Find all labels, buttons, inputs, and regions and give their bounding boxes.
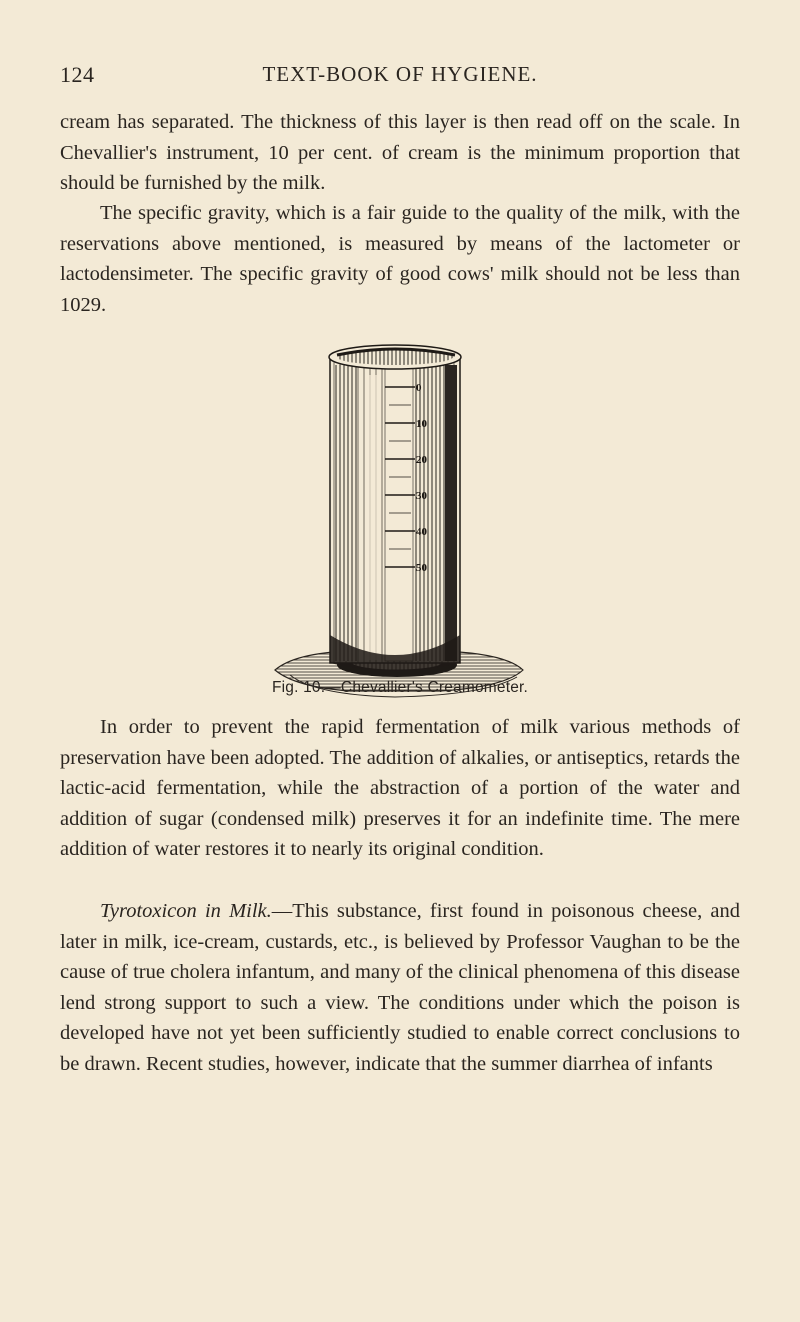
figure-caption: Fig. 10.—Chevallier's Creamometer. [271,679,529,696]
page-number: 124 [60,62,95,87]
section-lead: Tyrotoxicon in Milk. [100,900,272,922]
paragraph-preservation [60,712,740,865]
paragraph-cream-layer: cream has separated. The thickness of this layer is then read off on the scale. In Chevallier's instrument, 10 per cent. of cream is the minimum proportion that should be furnished by the milk. [60,111,740,194]
paragraph-text: The specific gravity, which is a fair guide to the quality of the milk, with the reservations above mentioned, is measured by means of the lactometer or lactodensimeter. The specific gravity of good cows' milk should not be less than 1029. [60,202,740,316]
running-title: TEXT-BOOK OF HYGIENE. [262,62,538,86]
scale-label-10: 10 [416,418,427,430]
creamometer-figure [255,335,545,715]
paragraph-tyrotoxicon [60,896,740,1079]
paragraph-text: —This substance, first found in poisonous cheese, and later in milk, ice-cream, custards, etc., is believed by Professor Vaughan to be the cause of true cholera infantum, and many of the clinical phenomena of this disease lend strong support to such a view. The conditions under which the poison is developed have not yet been sufficiently studied to enable correct conclusions to be drawn. Recent studies, however, indicate that the summer diarrhea of infants [60,900,741,1075]
paragraph-text: In order to prevent the rapid fermentation of milk various methods of preservation have been adopted. The addition of alkalies, or antiseptics, retards the lactic-acid fermentation, while the abstraction of a portion of the water and addition of sugar (condensed milk) preserves it for an indefinite time. The mere addition of water restores it to nearly its original condition. [60,716,740,860]
scale-label-0: 0 [416,382,422,394]
scale-label-50: 50 [416,562,427,574]
creamometer-illustration [255,335,545,715]
scale-label-40: 40 [416,526,427,538]
paragraph-specific-gravity [60,198,740,320]
scale-label-30: 30 [416,490,427,502]
scale-label-20: 20 [416,454,427,466]
running-head [60,62,740,94]
creamometer-tube [329,345,461,663]
